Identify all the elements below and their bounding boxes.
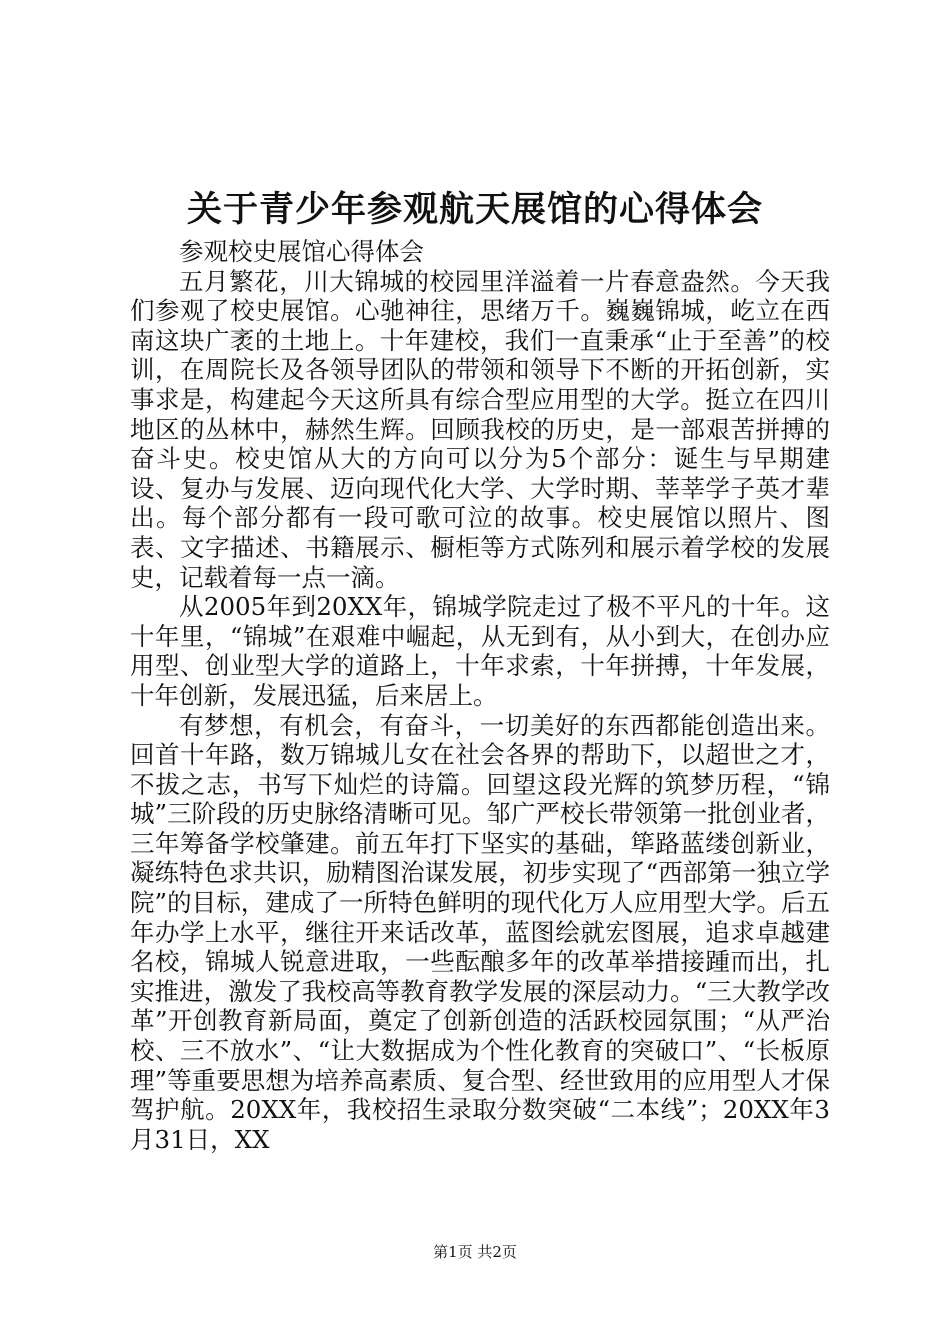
paragraph: 五月繁花，川大锦城的校园里洋溢着一片春意盎然。今天我们参观了校史展馆。心驰神往，思绪万千。巍巍锦城，屹立在西南这块广袤的土地上。十年建校，我们一直秉承“止于至善”的校训，在周院长及各领导团队的带领和领导下不断的开拓创新，实事求是，构建起今天这所具有综合型应用型的大学。挺立在四川地区的丛林中，赫然生辉。回顾我校的历史，是一部艰苦拼搏的奋斗史。校史馆从大的方向可以分为5个部分：诞生与早期建设、复办与发展、迈向现代化大学、大学时期、莘莘学子英才辈出。每个部分都有一段可歌可泣的故事。校史展馆以照片、图表、文字描述、书籍展示、橱柜等方式陈列和展示着学校的发展史，记载着每一点一滴。 [130, 266, 830, 592]
page-footer: 第1页 共2页 [433, 1243, 517, 1261]
paragraph: 从2005年到20XX年，锦城学院走过了极不平凡的十年。这十年里，“锦城”在艰难中崛起，从无到有，从小到大，在创办应用型、创业型大学的道路上，十年求索，十年拼搏，十年发展，十年创新，发展迅猛，后来居上。 [130, 592, 830, 710]
document-body [130, 237, 830, 1154]
paragraph: 有梦想，有机会，有奋斗，一切美好的东西都能创造出来。回首十年路，数万锦城儿女在社会各界的帮助下，以超世之才，不拔之志，书写下灿烂的诗篇。回望这段光辉的筑梦历程，“锦城”三阶段的历史脉络清晰可见。邹广严校长带领第一批创业者，三年筹备学校肇建。前五年打下坚实的基础，筚路蓝缕创新业，凝练特色求共识，励精图治谋发展，初步实现了“西部第一独立学院”的目标，建成了一所特色鲜明的现代化万人应用型大学。后五年办学上水平，继往开来话改革，蓝图绘就宏图展，追求卓越建名校，锦城人锐意进取，一些酝酿多年的改革举措接踵而出，扎实推进，激发了我校高等教育教学发展的深层动力。“三大教学改革”开创教育新局面，奠定了创新创造的活跃校园氛围；“从严治校、三不放水”、“让大数据成为个性化教育的突破口”、“长板原理”等重要思想为培养高素质、复合型、经世致用的应用型人才保驾护航。20XX年，我校招生录取分数突破“二本线”；20XX年3月31日，XX [130, 710, 830, 1154]
paragraph-subtitle: 参观校史展馆心得体会 [179, 237, 424, 266]
document-title: 关于青少年参观航天展馆的心得体会 [186, 189, 763, 230]
